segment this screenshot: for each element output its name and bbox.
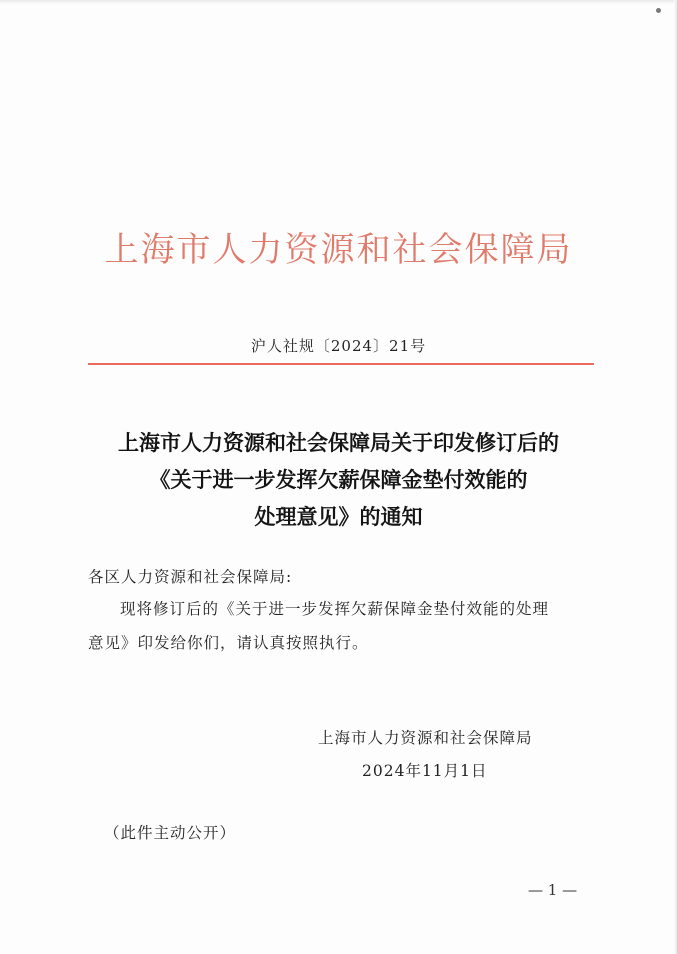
public-disclosure-note: （此件主动公开） bbox=[104, 824, 237, 842]
scan-mark-dot bbox=[656, 8, 661, 13]
title-line-2: 《关于进一步发挥欠薪保障金垫付效能的 bbox=[149, 467, 528, 492]
title-line-1: 上海市人力资源和社会保障局关于印发修订后的 bbox=[118, 430, 559, 455]
body-paragraph-line-1: 现将修订后的《关于进一步发挥欠薪保障金垫付效能的处理 bbox=[120, 600, 550, 618]
letterhead-red-rule bbox=[88, 363, 594, 365]
document-number: 沪人社规〔2024〕21号 bbox=[250, 337, 427, 355]
title-line-3: 处理意见》的通知 bbox=[254, 504, 423, 529]
letterhead-agency-name: 上海市人力资源和社会保障局 bbox=[104, 230, 573, 270]
signature-organization: 上海市人力资源和社会保障局 bbox=[318, 729, 533, 747]
scan-edge-top bbox=[0, 0, 677, 4]
addressee: 各区人力资源和社会保障局: bbox=[88, 568, 293, 586]
document-title bbox=[0, 424, 677, 535]
body-paragraph-line-2: 意见》印发给你们，请认真按照执行。 bbox=[88, 634, 369, 652]
signature-date: 2024年11月1日 bbox=[362, 762, 488, 780]
page-number: — 1 — bbox=[528, 881, 578, 899]
